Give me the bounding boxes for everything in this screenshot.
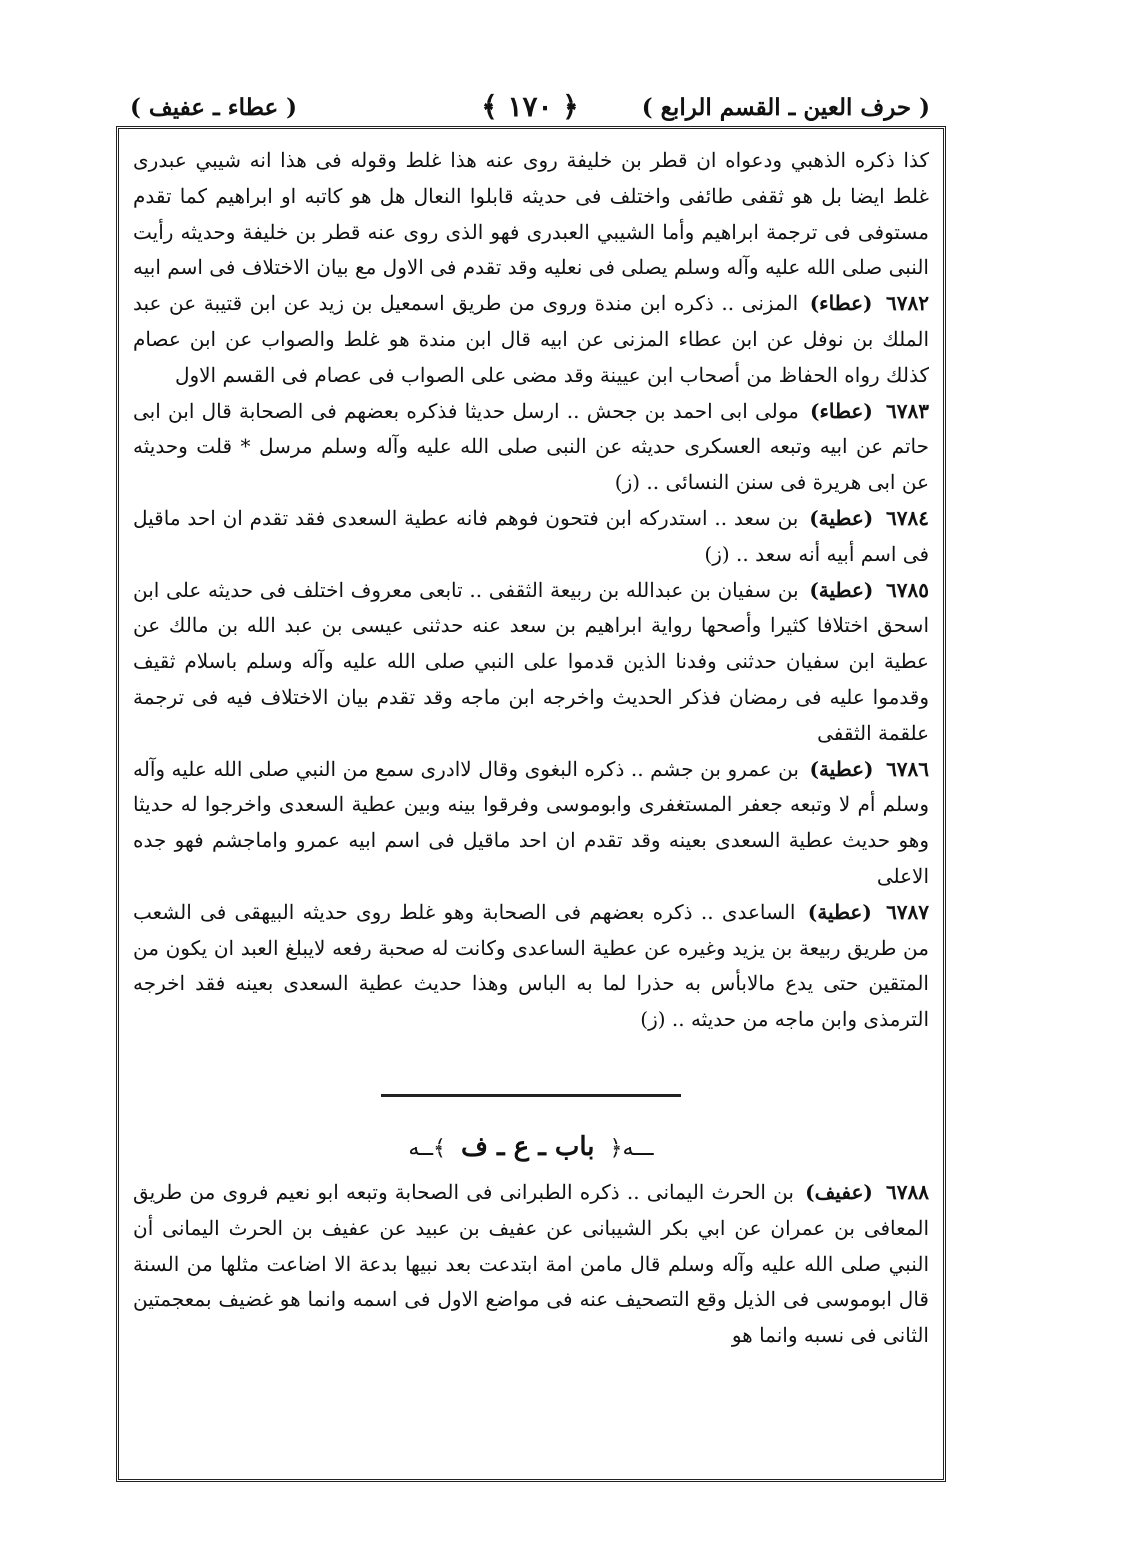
entry-text: بن سفيان بن عبدالله بن ربيعة الثقفى .. تابعى معروف اختلف فى حديثه على ابن اسحق اختلافا كثيرا وأصحها رواية ابراهيم بن سعد عنه حدثنى عيسى بن عبد الله بن مالك عن عطية ابن سفيان حدثنى وفدنا الذين قدموا على النبي صلى الله عليه وآله وسلم باسلام ثقيف وقدموا عليه فى رمضان فذكر الحديث واخرجه ابن ماجه وقد تقدم بيان الاختلاف فيه فى ترجمة علقمة الثقفى — [133, 577, 929, 745]
entry-text: بن الحرث اليمانى .. ذكره الطبرانى فى الصحابة وتبعه ابو نعيم فروى من طريق المعافى بن عمران عن ابي بكر الشيبانى عن عفيف بن عبيد عن عفيف بن الحرث اليمانى أن النبي صلى الله عليه وآله وسلم قال مامن امة ابتدعت بعد نبيها بدعة الا اضاعت مثلها من السنة قال ابوموسى فى الذيل وقع التصحيف عنه فى مواضع الاول فى اسمه وانما هو غضيف بمعجمتين الثانى فى نسبه وانما هو — [133, 1179, 929, 1348]
entry-name: (عطاء) — [809, 291, 873, 316]
entry-range: ( عطاء ـ عفيف ) — [130, 94, 298, 121]
entry-name: (عطاء) — [810, 398, 873, 423]
page-header — [130, 90, 930, 130]
entry-name: (عطية) — [807, 899, 872, 924]
entry-6783 — [133, 394, 929, 501]
entry-6788 — [133, 1175, 929, 1354]
entry-number: ٦٧٨٢ — [886, 291, 929, 316]
entry-text: الساعدى .. ذكره بعضهم فى الصحابة وهو غلط روى حديثه البيهقى فى الشعب من طريق ربيعة بن يزيد وغيره عن عطية الساعدى وكانت له صحبة رفعه لايبلغ العبد ان يكون من المتقين حتى يدع مالابأس به حذرا لما به الباس وهذا حديث عطية السعدى بعينه فقد اخرجه الترمذى وابن ماجه من حديثه .. (ز) — [133, 899, 929, 1032]
ornament-right: ـــه﴿ — [609, 1135, 654, 1161]
entry-number: ٦٧٨٧ — [886, 899, 929, 924]
entry-text: المزنى .. ذكره ابن مندة وروى من طريق اسمعيل بن زيد عن ابن قتيبة عن عبد الملك بن نوفل عن ابن عطاء المزنى عن ابيه قال ابن مندة هو غلط والصواب عن ابن عصام كذلك رواه الحفاظ من أصحاب ابن عيينة وقد مضى على الصواب فى عصام فى القسم الاول — [133, 291, 929, 387]
chapter-title: ( حرف العين ـ القسم الرابع ) — [641, 94, 930, 121]
entry-number: ٦٧٨٨ — [886, 1179, 929, 1204]
entry-6785 — [133, 573, 929, 752]
entry-number: ٦٧٨٦ — [886, 756, 929, 781]
section-divider — [381, 1094, 681, 1097]
entry-text: مولى ابى احمد بن جحش .. ارسل حديثا فذكره بعضهم فى الصحابة قال ابن ابى حاتم عن ابيه وتبعه العسكرى حديثه عن النبى صلى الله عليه وآله وسلم مرسل * قلت وحديثه عن ابى هريرة فى سنن النسائى .. (ز) — [133, 398, 929, 495]
entry-6787 — [133, 895, 929, 1038]
entry-text: بن سعد .. استدركه ابن فتحون فوهم فانه عطية السعدى فقد تقدم ان احد ماقيل فى اسم أبيه أنه سعد .. (ز) — [133, 505, 929, 566]
entry-number: ٦٧٨٣ — [886, 398, 929, 423]
entry-name: (عطية) — [809, 505, 874, 530]
entry-6784 — [133, 501, 929, 573]
entry-6786 — [133, 752, 929, 895]
ornament-left: ﴾ــه — [408, 1135, 446, 1161]
entry-number: ٦٧٨٤ — [886, 505, 929, 530]
section-heading — [133, 1127, 929, 1169]
entry-name: (عطية) — [809, 756, 874, 781]
entry-number: ٦٧٨٥ — [886, 577, 929, 602]
intro-paragraph: كذا ذكره الذهبي ودعواه ان قطر بن خليفة روى عنه هذا غلط وقوله فى هذا انه شيبي عبدرى غلط ايضا بل هو ثقفى طائفى واختلف فى حديثه قابلوا النعال هل هو كاتبه او ابراهيم كما تقدم مستوفى فى ترجمة ابراهيم وأما الشيبي العبدرى فهو الذى روى عنه قطر بن خليفة وحديثه رأيت النبى صلى الله عليه وآله وسلم يصلى فى نعليه وقد تقدم فى الاول مع بيان الاختلاف فى اسم ابيه — [133, 148, 929, 280]
page-body — [133, 143, 929, 1469]
page-frame — [116, 126, 946, 1482]
entry-name: (عطية) — [809, 577, 874, 602]
page-number: ﴿ ١٧٠ ﴾ — [481, 90, 579, 123]
section-title: باب ـ ع ـ ف — [461, 1131, 595, 1162]
entry-text: بن عمرو بن جشم .. ذكره البغوى وقال لاادرى سمع من النبي صلى الله عليه وآله وسلم أم لا وتبعه جعفر المستغفرى وابوموسى وفرقوا بينه وبين عطية السعدى واخرجوا له حديثا وهو حديث عطية السعدى بعينه وقد تقدم ان احد ماقيل فى اسم ابيه عمرو واماجشم فهو جده الاعلى — [133, 756, 929, 888]
entry-6782 — [133, 286, 929, 393]
entry-name: (عفيف) — [805, 1179, 873, 1204]
